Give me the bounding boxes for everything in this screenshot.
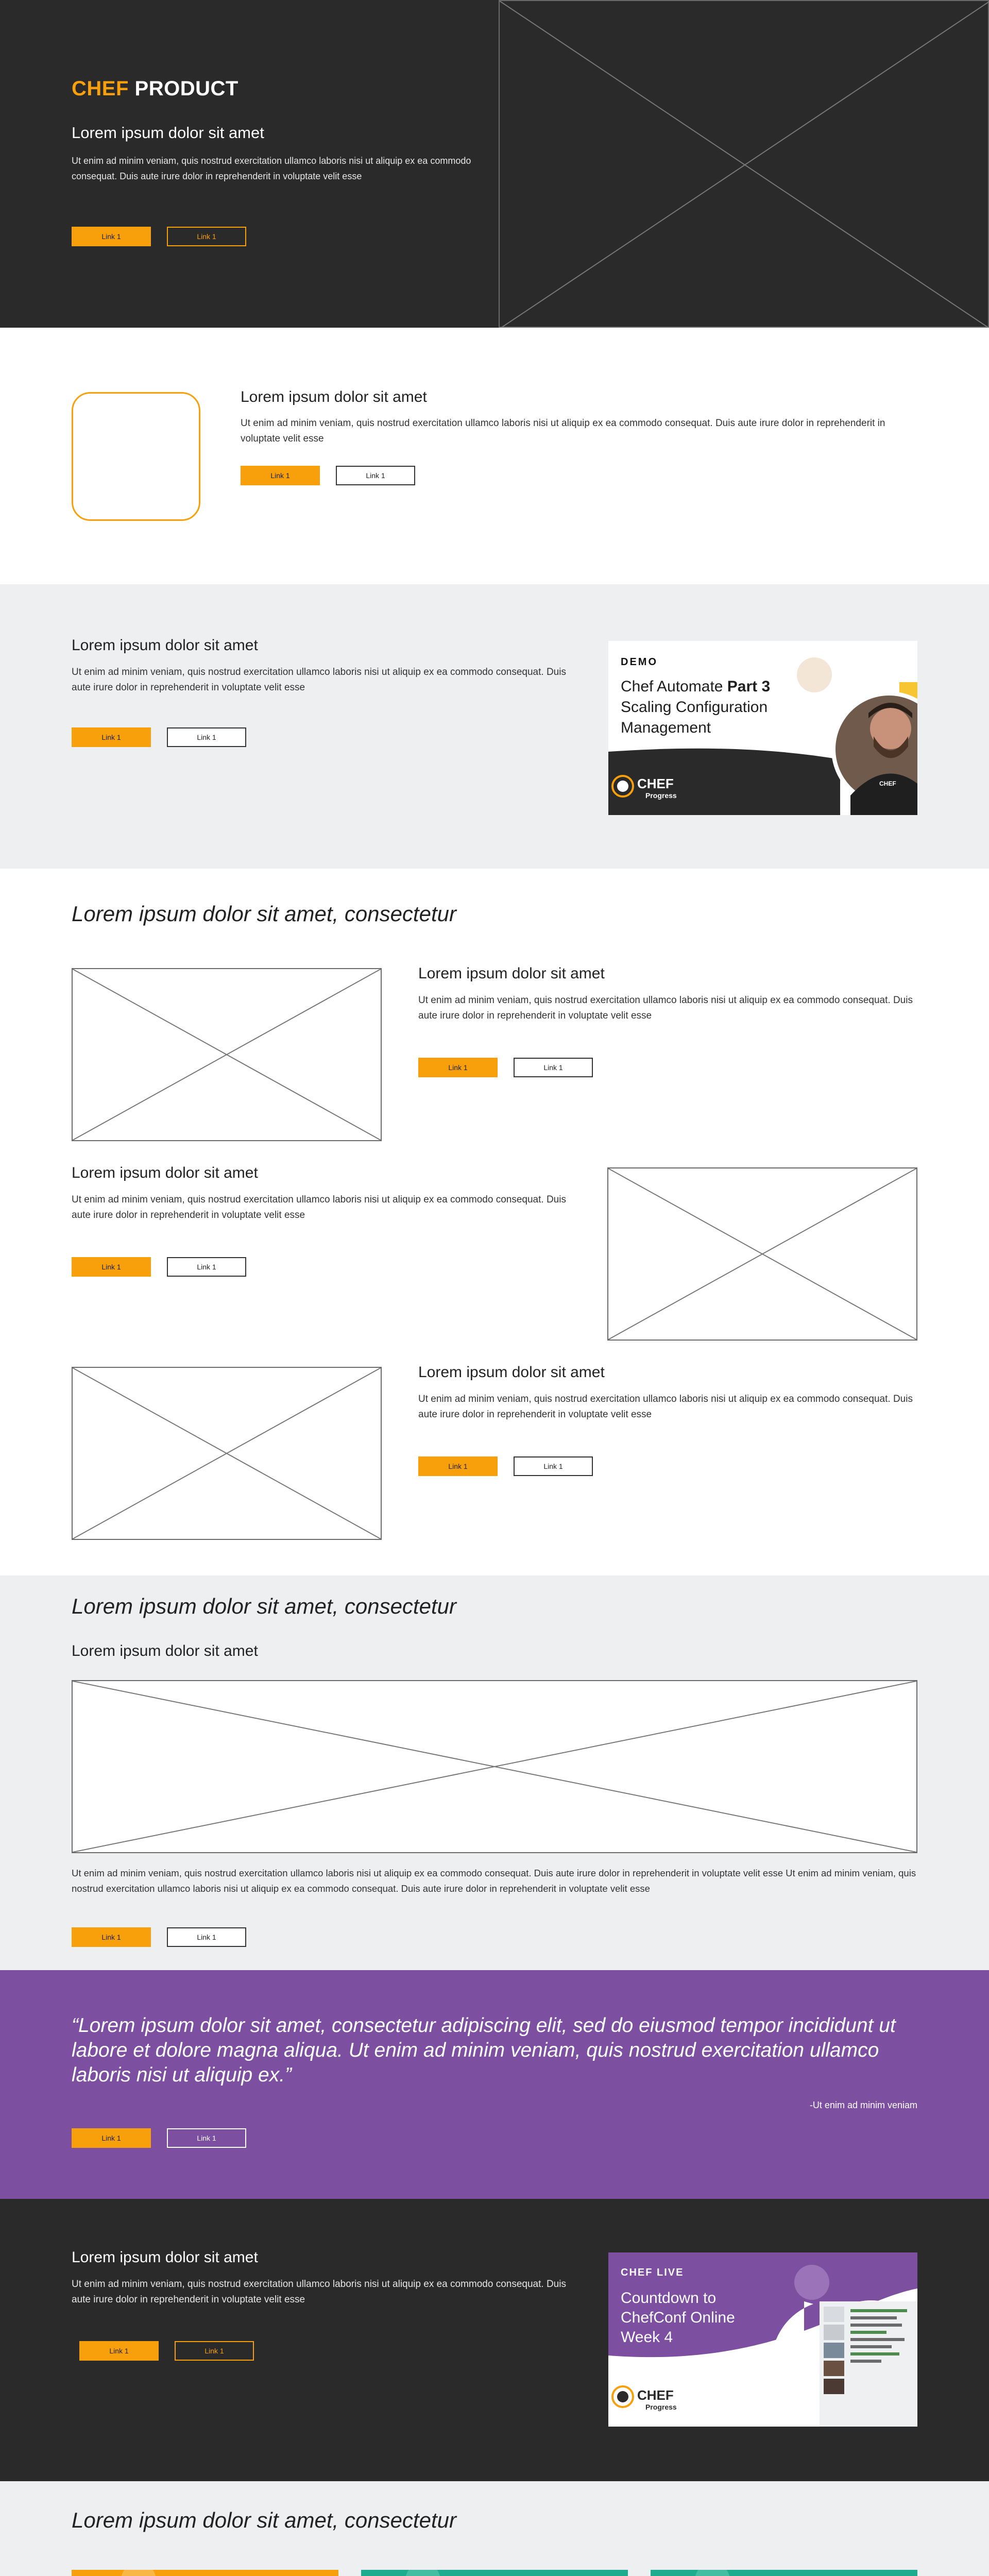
live-card-line3: Week 4 xyxy=(621,2329,673,2346)
live-section xyxy=(0,2199,989,2481)
demo-title: Lorem ipsum dolor sit amet xyxy=(72,637,258,654)
card-illustration xyxy=(72,2570,338,2576)
demo-card-tag: DEMO xyxy=(621,656,658,668)
hero-text: Ut enim ad minim veniam, quis nostrud exercitation ullamco laboris nisi ut aliquip ex ea commodo consequat. Duis aute irure dolor in reprehenderit in voluptate velit esse xyxy=(72,156,471,181)
demo-secondary-button[interactable]: Link 1 xyxy=(167,727,246,747)
live-card-sub: Progress xyxy=(645,2403,677,2411)
live-card-logo: CHEF xyxy=(637,2387,674,2403)
hero-image-placeholder xyxy=(499,0,989,328)
row1-text: Ut enim ad minim veniam, quis nostrud exercitation ullamco laboris nisi ut aliquip ex ea commodo consequat. Duis aute irure dolor in reprehenderit in voluptate velit esse xyxy=(418,995,913,1021)
row2-text: Ut enim ad minim veniam, quis nostrud exercitation ullamco laboris nisi ut aliquip ex ea commodo consequat. Duis aute irure dolor in reprehenderit in voluptate velit esse xyxy=(72,1194,566,1221)
brand-chef: CHEF xyxy=(72,77,129,100)
laptop-illustration-icon xyxy=(72,2570,338,2576)
live-primary-button[interactable]: Link 1 xyxy=(79,2341,159,2361)
row3-primary-button[interactable]: Link 1 xyxy=(418,1456,498,1476)
card-illustration xyxy=(651,2570,917,2576)
placeholder-image-icon xyxy=(73,969,381,1140)
row2-secondary-button[interactable]: Link 1 xyxy=(167,1257,246,1277)
row1-primary-button[interactable]: Link 1 xyxy=(418,1058,498,1077)
demo-video-card[interactable] xyxy=(608,641,917,815)
solution-card[interactable] xyxy=(651,2570,917,2576)
cards-heading: Lorem ipsum dolor sit amet, consectetur xyxy=(72,2508,456,2532)
laptop-illustration-icon xyxy=(651,2570,917,2576)
demo-card-logo: CHEF xyxy=(637,776,674,791)
live-title: Lorem ipsum dolor sit amet xyxy=(72,2249,258,2266)
wide-secondary-button[interactable]: Link 1 xyxy=(167,1927,246,1947)
laptop-illustration-icon xyxy=(361,2570,628,2576)
feature-section xyxy=(0,328,989,584)
live-card-tag: CHEF LIVE xyxy=(621,2267,684,2278)
alternating-section xyxy=(0,869,989,1575)
feature-primary-button[interactable]: Link 1 xyxy=(241,466,320,485)
hero-primary-button[interactable]: Link 1 xyxy=(72,227,151,246)
feature-title: Lorem ipsum dolor sit amet xyxy=(241,388,427,405)
placeholder-image-icon xyxy=(500,1,989,328)
row3-text: Ut enim ad minim veniam, quis nostrud exercitation ullamco laboris nisi ut aliquip ex ea commodo consequat. Duis aute irure dolor in reprehenderit in voluptate velit esse xyxy=(418,1394,913,1420)
product-brand xyxy=(72,77,238,100)
row2-title: Lorem ipsum dolor sit amet xyxy=(72,1164,258,1181)
quote-section xyxy=(0,1970,989,2199)
card-illustration xyxy=(361,2570,628,2576)
demo-card-sub: Progress xyxy=(645,791,677,800)
row1-title: Lorem ipsum dolor sit amet xyxy=(418,965,605,982)
wide-title: Lorem ipsum dolor sit amet xyxy=(72,1642,258,1659)
wide-primary-button[interactable]: Link 1 xyxy=(72,1927,151,1947)
quote-author: -Ut enim ad minim veniam xyxy=(809,2100,917,2110)
row2-primary-button[interactable]: Link 1 xyxy=(72,1257,151,1277)
wide-heading: Lorem ipsum dolor sit amet, consectetur xyxy=(72,1594,456,1618)
demo-card-line1 xyxy=(621,678,770,696)
demo-card-line2: Scaling Configuration xyxy=(621,699,768,716)
solution-card[interactable] xyxy=(72,2570,338,2576)
alternating-heading: Lorem ipsum dolor sit amet, consectetur xyxy=(72,902,456,926)
feature-icon-box xyxy=(72,392,200,521)
feature-text: Ut enim ad minim veniam, quis nostrud exercitation ullamco laboris nisi ut aliquip ex ea commodo consequat. Duis aute irure dolor in reprehenderit in voluptate velit esse xyxy=(241,418,885,444)
wide-image-placeholder xyxy=(72,1680,917,1853)
demo-card-line3: Management xyxy=(621,719,711,736)
hero-section xyxy=(0,0,989,328)
demo-card-line1-a: Chef Automate xyxy=(621,678,727,695)
row2-image-placeholder xyxy=(607,1167,917,1341)
wide-image-section xyxy=(0,1575,989,1970)
demo-text: Ut enim ad minim veniam, quis nostrud exercitation ullamco laboris nisi ut aliquip ex ea commodo consequat. Duis aute irure dolor in reprehenderit in voluptate velit esse xyxy=(72,667,566,693)
solution-card[interactable] xyxy=(361,2570,628,2576)
live-secondary-button[interactable]: Link 1 xyxy=(175,2341,254,2361)
feature-secondary-button[interactable]: Link 1 xyxy=(336,466,415,485)
hero-secondary-button[interactable]: Link 1 xyxy=(167,227,246,246)
demo-card-line1-b: Part 3 xyxy=(727,678,771,695)
demo-primary-button[interactable]: Link 1 xyxy=(72,727,151,747)
wide-text: Ut enim ad minim veniam, quis nostrud exercitation ullamco laboris nisi ut aliquip ex ea commodo consequat. Duis aute irure dolor in reprehenderit in voluptate velit esse Ut enim ad minim veniam, quis nostrud exercitation ullamco laboris nisi ut aliquip ex ea commodo consequat. Duis aute irure dolor in reprehenderit in voluptate velit esse xyxy=(72,1868,916,1894)
hero-title: Lorem ipsum dolor sit amet xyxy=(72,124,264,142)
row3-image-placeholder xyxy=(72,1367,382,1540)
quote-secondary-button[interactable]: Link 1 xyxy=(167,2128,246,2148)
brand-product: PRODUCT xyxy=(134,77,238,100)
quote-text: “Lorem ipsum dolor sit amet, consectetur adipiscing elit, sed do eiusmod tempor incididunt ut labore et dolore magna aliqua. Ut enim ad minim veniam, quis nostrud exercitation ullamco laboris nisi ut aliquip ex.” xyxy=(72,2014,896,2086)
live-text: Ut enim ad minim veniam, quis nostrud exercitation ullamco laboris nisi ut aliquip ex ea commodo consequat. Duis aute irure dolor in reprehenderit in voluptate velit esse xyxy=(72,2279,566,2305)
live-card-line2: ChefConf Online xyxy=(621,2309,735,2326)
placeholder-image-icon xyxy=(73,1681,916,1852)
live-card-line1: Countdown to xyxy=(621,2290,717,2307)
row3-secondary-button[interactable]: Link 1 xyxy=(514,1456,593,1476)
placeholder-image-icon xyxy=(608,1168,916,1340)
row3-title: Lorem ipsum dolor sit amet xyxy=(418,1364,605,1381)
demo-card-badge: CHEF xyxy=(879,780,896,787)
live-video-card[interactable] xyxy=(608,2252,917,2427)
row1-secondary-button[interactable]: Link 1 xyxy=(514,1058,593,1077)
quote-primary-button[interactable]: Link 1 xyxy=(72,2128,151,2148)
row1-image-placeholder xyxy=(72,968,382,1141)
placeholder-image-icon xyxy=(73,1368,381,1539)
cards-section xyxy=(0,2481,989,2576)
demo-section xyxy=(0,584,989,869)
